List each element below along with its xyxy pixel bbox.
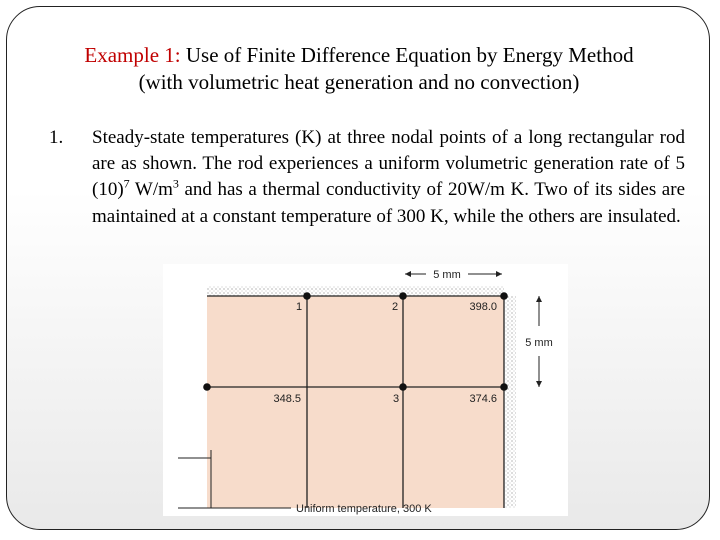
dim-arrow-left <box>405 271 411 277</box>
slide-title <box>27 42 691 96</box>
rod-grid-svg <box>163 264 568 516</box>
problem-number: 1. <box>49 127 64 148</box>
problem-statement <box>49 125 685 230</box>
title-line-2: (with volumetric heat generation and no convection) <box>138 70 580 94</box>
dim-arrow-up <box>536 296 542 302</box>
label-boundary-temperature: Uniform temperature, 300 K <box>296 503 432 515</box>
rod-grid-figure <box>163 264 568 516</box>
label-node-2: 2 <box>391 301 399 313</box>
title-line-1 <box>27 42 691 69</box>
label-node-3: 3 <box>392 393 400 405</box>
insulated-right-boundary <box>504 296 516 508</box>
label-temp-mid-right: 374.6 <box>469 393 497 405</box>
title-prefix: Example 1: <box>84 43 181 67</box>
node-mid-right-point <box>500 383 508 391</box>
title-line-1-text: Use of Finite Difference Equation by Energy Method <box>180 43 634 67</box>
node-mid-left-point <box>203 383 211 391</box>
label-temp-top-right: 398.0 <box>469 301 497 313</box>
rod-region <box>207 296 504 508</box>
exponent-7: 7 <box>123 177 130 192</box>
label-horizontal-spacing: 5 mm <box>433 269 461 281</box>
dim-arrow-right <box>496 271 502 277</box>
label-temp-mid-left: 348.5 <box>273 393 301 405</box>
node-2-point <box>399 292 407 300</box>
node-top-right-point <box>500 292 508 300</box>
problem-text-b: W/m <box>129 179 173 201</box>
dim-arrow-down <box>536 381 542 387</box>
node-3-point <box>399 383 407 391</box>
problem-text-c: and has a thermal conductivity of 20W/m K. Two of its sides are maintained at a constant temperature of 300 K, while the others are insulated. <box>92 179 686 227</box>
exponent-3: 3 <box>172 177 179 192</box>
node-1-point <box>303 292 311 300</box>
label-vertical-spacing: 5 mm <box>525 337 553 349</box>
label-node-1: 1 <box>295 301 303 313</box>
problem-text-a: Steady-state temperatures (K) at three nodal points of a long rectangular rod are as shown. The rod experiences a uniform volumetric generation rate of 5 (10) <box>92 127 685 201</box>
insulated-top-boundary <box>207 286 504 296</box>
problem-text <box>92 125 685 230</box>
